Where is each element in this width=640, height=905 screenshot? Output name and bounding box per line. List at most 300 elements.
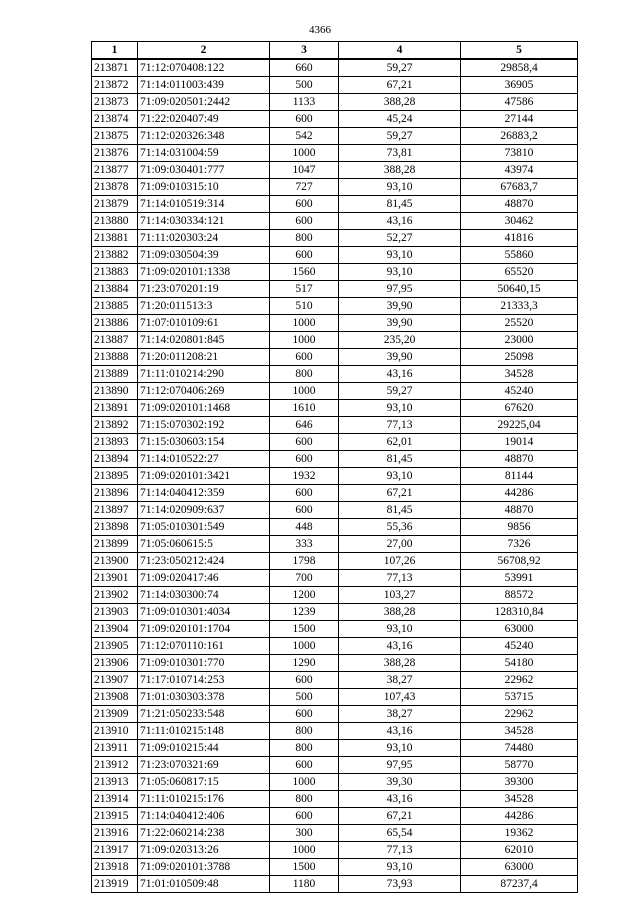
column-header-2: 2 bbox=[138, 42, 270, 60]
table-row bbox=[92, 77, 578, 94]
cadastral-number-cell: 71:09:010301:770 bbox=[138, 655, 270, 672]
table-row bbox=[92, 366, 578, 383]
cadastral-number-cell: 71:20:011513:3 bbox=[138, 298, 270, 315]
table-row bbox=[92, 383, 578, 400]
rate-cell: 235,20 bbox=[339, 332, 461, 349]
rate-cell: 81,45 bbox=[339, 502, 461, 519]
amount-cell: 67620 bbox=[461, 400, 578, 417]
row-number-cell: 213898 bbox=[92, 519, 138, 536]
area-cell: 600 bbox=[270, 808, 339, 825]
area-cell: 600 bbox=[270, 451, 339, 468]
area-cell: 800 bbox=[270, 791, 339, 808]
rate-cell: 65,54 bbox=[339, 825, 461, 842]
row-number-cell: 213900 bbox=[92, 553, 138, 570]
amount-cell: 39300 bbox=[461, 774, 578, 791]
table-row bbox=[92, 723, 578, 740]
amount-cell: 58770 bbox=[461, 757, 578, 774]
cadastral-number-cell: 71:14:030300:74 bbox=[138, 587, 270, 604]
table-row bbox=[92, 400, 578, 417]
area-cell: 1610 bbox=[270, 400, 339, 417]
table-row bbox=[92, 281, 578, 298]
cadastral-number-cell: 71:09:020101:1704 bbox=[138, 621, 270, 638]
rate-cell: 39,90 bbox=[339, 315, 461, 332]
amount-cell: 36905 bbox=[461, 77, 578, 94]
amount-cell: 53715 bbox=[461, 689, 578, 706]
amount-cell: 44286 bbox=[461, 485, 578, 502]
table-row bbox=[92, 264, 578, 281]
table-row bbox=[92, 587, 578, 604]
cadastral-number-cell: 71:09:020101:3788 bbox=[138, 859, 270, 876]
row-number-cell: 213886 bbox=[92, 315, 138, 332]
table-row bbox=[92, 672, 578, 689]
row-number-cell: 213908 bbox=[92, 689, 138, 706]
table-row bbox=[92, 570, 578, 587]
row-number-cell: 213881 bbox=[92, 230, 138, 247]
amount-cell: 26883,2 bbox=[461, 128, 578, 145]
table-row bbox=[92, 740, 578, 757]
amount-cell: 34528 bbox=[461, 791, 578, 808]
area-cell: 1932 bbox=[270, 468, 339, 485]
row-number-cell: 213889 bbox=[92, 366, 138, 383]
table-row bbox=[92, 808, 578, 825]
table-header bbox=[92, 42, 578, 60]
column-header-3: 3 bbox=[270, 42, 339, 60]
area-cell: 1798 bbox=[270, 553, 339, 570]
rate-cell: 388,28 bbox=[339, 604, 461, 621]
amount-cell: 19014 bbox=[461, 434, 578, 451]
area-cell: 1000 bbox=[270, 332, 339, 349]
amount-cell: 67683,7 bbox=[461, 179, 578, 196]
area-cell: 800 bbox=[270, 230, 339, 247]
table-row bbox=[92, 349, 578, 366]
amount-cell: 34528 bbox=[461, 366, 578, 383]
amount-cell: 27144 bbox=[461, 111, 578, 128]
cadastral-number-cell: 71:11:010214:290 bbox=[138, 366, 270, 383]
row-number-cell: 213911 bbox=[92, 740, 138, 757]
cadastral-number-cell: 71:09:010215:44 bbox=[138, 740, 270, 757]
cadastral-number-cell: 71:01:030303:378 bbox=[138, 689, 270, 706]
row-number-cell: 213878 bbox=[92, 179, 138, 196]
amount-cell: 9856 bbox=[461, 519, 578, 536]
table-row bbox=[92, 604, 578, 621]
amount-cell: 62010 bbox=[461, 842, 578, 859]
rate-cell: 39,30 bbox=[339, 774, 461, 791]
cadastral-number-cell: 71:01:010509:48 bbox=[138, 876, 270, 893]
area-cell: 600 bbox=[270, 757, 339, 774]
table-row bbox=[92, 876, 578, 893]
rate-cell: 103,27 bbox=[339, 587, 461, 604]
row-number-cell: 213893 bbox=[92, 434, 138, 451]
rate-cell: 43,16 bbox=[339, 791, 461, 808]
cadastral-number-cell: 71:14:010519:314 bbox=[138, 196, 270, 213]
cadastral-number-cell: 71:12:020326:348 bbox=[138, 128, 270, 145]
area-cell: 1047 bbox=[270, 162, 339, 179]
cadastral-number-cell: 71:11:010215:176 bbox=[138, 791, 270, 808]
amount-cell: 30462 bbox=[461, 213, 578, 230]
table-row bbox=[92, 145, 578, 162]
row-number-cell: 213896 bbox=[92, 485, 138, 502]
amount-cell: 22962 bbox=[461, 706, 578, 723]
area-cell: 300 bbox=[270, 825, 339, 842]
amount-cell: 48870 bbox=[461, 451, 578, 468]
row-number-cell: 213903 bbox=[92, 604, 138, 621]
rate-cell: 73,81 bbox=[339, 145, 461, 162]
row-number-cell: 213884 bbox=[92, 281, 138, 298]
area-cell: 500 bbox=[270, 77, 339, 94]
row-number-cell: 213882 bbox=[92, 247, 138, 264]
cadastral-number-cell: 71:05:010301:549 bbox=[138, 519, 270, 536]
column-header-1: 1 bbox=[92, 42, 138, 60]
amount-cell: 48870 bbox=[461, 502, 578, 519]
row-number-cell: 213914 bbox=[92, 791, 138, 808]
row-number-cell: 213902 bbox=[92, 587, 138, 604]
area-cell: 600 bbox=[270, 502, 339, 519]
row-number-cell: 213880 bbox=[92, 213, 138, 230]
cadastral-number-cell: 71:11:010215:148 bbox=[138, 723, 270, 740]
cadastral-number-cell: 71:09:030504:39 bbox=[138, 247, 270, 264]
row-number-cell: 213876 bbox=[92, 145, 138, 162]
rate-cell: 62,01 bbox=[339, 434, 461, 451]
row-number-cell: 213913 bbox=[92, 774, 138, 791]
rate-cell: 388,28 bbox=[339, 655, 461, 672]
area-cell: 1000 bbox=[270, 145, 339, 162]
table-row bbox=[92, 553, 578, 570]
header-row bbox=[92, 42, 578, 60]
amount-cell: 43974 bbox=[461, 162, 578, 179]
table-row bbox=[92, 502, 578, 519]
table-row bbox=[92, 689, 578, 706]
row-number-cell: 213874 bbox=[92, 111, 138, 128]
area-cell: 1560 bbox=[270, 264, 339, 281]
table-row bbox=[92, 774, 578, 791]
amount-cell: 34528 bbox=[461, 723, 578, 740]
amount-cell: 74480 bbox=[461, 740, 578, 757]
row-number-cell: 213894 bbox=[92, 451, 138, 468]
row-number-cell: 213872 bbox=[92, 77, 138, 94]
table-row bbox=[92, 230, 578, 247]
cadastral-number-cell: 71:14:020801:845 bbox=[138, 332, 270, 349]
amount-cell: 55860 bbox=[461, 247, 578, 264]
row-number-cell: 213917 bbox=[92, 842, 138, 859]
area-cell: 448 bbox=[270, 519, 339, 536]
cadastral-number-cell: 71:14:030334:121 bbox=[138, 213, 270, 230]
rate-cell: 43,16 bbox=[339, 723, 461, 740]
table-row bbox=[92, 179, 578, 196]
area-cell: 333 bbox=[270, 536, 339, 553]
row-number-cell: 213875 bbox=[92, 128, 138, 145]
table-row bbox=[92, 128, 578, 145]
rate-cell: 93,10 bbox=[339, 247, 461, 264]
area-cell: 600 bbox=[270, 706, 339, 723]
rate-cell: 59,27 bbox=[339, 128, 461, 145]
row-number-cell: 213905 bbox=[92, 638, 138, 655]
cadastral-number-cell: 71:12:070110:161 bbox=[138, 638, 270, 655]
rate-cell: 93,10 bbox=[339, 468, 461, 485]
cadastral-number-cell: 71:23:050212:424 bbox=[138, 553, 270, 570]
cadastral-number-cell: 71:23:070321:69 bbox=[138, 757, 270, 774]
area-cell: 1200 bbox=[270, 587, 339, 604]
cadastral-number-cell: 71:23:070201:19 bbox=[138, 281, 270, 298]
cadastral-number-cell: 71:12:070408:122 bbox=[138, 59, 270, 77]
table-row bbox=[92, 434, 578, 451]
row-number-cell: 213877 bbox=[92, 162, 138, 179]
cadastral-number-cell: 71:07:010109:61 bbox=[138, 315, 270, 332]
amount-cell: 7326 bbox=[461, 536, 578, 553]
rate-cell: 93,10 bbox=[339, 740, 461, 757]
cadastral-number-cell: 71:05:060615:5 bbox=[138, 536, 270, 553]
area-cell: 800 bbox=[270, 740, 339, 757]
amount-cell: 88572 bbox=[461, 587, 578, 604]
area-cell: 1180 bbox=[270, 876, 339, 893]
cadastral-number-cell: 71:09:020101:1468 bbox=[138, 400, 270, 417]
cadastral-number-cell: 71:14:011003:439 bbox=[138, 77, 270, 94]
column-header-5: 5 bbox=[461, 42, 578, 60]
table-row bbox=[92, 468, 578, 485]
page-number: 4366 bbox=[309, 24, 331, 36]
area-cell: 1239 bbox=[270, 604, 339, 621]
table-row bbox=[92, 791, 578, 808]
table-row bbox=[92, 655, 578, 672]
table-row bbox=[92, 332, 578, 349]
rate-cell: 67,21 bbox=[339, 77, 461, 94]
area-cell: 600 bbox=[270, 196, 339, 213]
amount-cell: 87237,4 bbox=[461, 876, 578, 893]
rate-cell: 93,10 bbox=[339, 621, 461, 638]
rate-cell: 52,27 bbox=[339, 230, 461, 247]
table-row bbox=[92, 196, 578, 213]
area-cell: 1000 bbox=[270, 842, 339, 859]
area-cell: 660 bbox=[270, 59, 339, 77]
cadastral-number-cell: 71:22:060214:238 bbox=[138, 825, 270, 842]
area-cell: 600 bbox=[270, 434, 339, 451]
cadastral-number-cell: 71:09:020501:2442 bbox=[138, 94, 270, 111]
row-number-cell: 213901 bbox=[92, 570, 138, 587]
row-number-cell: 213885 bbox=[92, 298, 138, 315]
column-header-4: 4 bbox=[339, 42, 461, 60]
cadastral-number-cell: 71:15:030603:154 bbox=[138, 434, 270, 451]
row-number-cell: 213887 bbox=[92, 332, 138, 349]
rate-cell: 107,26 bbox=[339, 553, 461, 570]
cadastral-number-cell: 71:11:020303:24 bbox=[138, 230, 270, 247]
table-row bbox=[92, 485, 578, 502]
row-number-cell: 213873 bbox=[92, 94, 138, 111]
row-number-cell: 213888 bbox=[92, 349, 138, 366]
amount-cell: 25098 bbox=[461, 349, 578, 366]
table-row bbox=[92, 94, 578, 111]
amount-cell: 25520 bbox=[461, 315, 578, 332]
rate-cell: 77,13 bbox=[339, 570, 461, 587]
area-cell: 600 bbox=[270, 349, 339, 366]
amount-cell: 23000 bbox=[461, 332, 578, 349]
cadastral-number-cell: 71:09:030401:777 bbox=[138, 162, 270, 179]
area-cell: 1000 bbox=[270, 638, 339, 655]
area-cell: 600 bbox=[270, 485, 339, 502]
cadastral-number-cell: 71:14:031004:59 bbox=[138, 145, 270, 162]
cadastral-number-cell: 71:12:070406:269 bbox=[138, 383, 270, 400]
amount-cell: 29225,04 bbox=[461, 417, 578, 434]
area-cell: 727 bbox=[270, 179, 339, 196]
rate-cell: 59,27 bbox=[339, 383, 461, 400]
table-row bbox=[92, 247, 578, 264]
area-cell: 510 bbox=[270, 298, 339, 315]
row-number-cell: 213883 bbox=[92, 264, 138, 281]
cadastral-number-cell: 71:09:020101:3421 bbox=[138, 468, 270, 485]
table-row bbox=[92, 451, 578, 468]
amount-cell: 63000 bbox=[461, 859, 578, 876]
cadastral-number-cell: 71:14:040412:359 bbox=[138, 485, 270, 502]
table-row bbox=[92, 315, 578, 332]
cadastral-number-cell: 71:15:070302:192 bbox=[138, 417, 270, 434]
rate-cell: 39,90 bbox=[339, 298, 461, 315]
row-number-cell: 213899 bbox=[92, 536, 138, 553]
amount-cell: 54180 bbox=[461, 655, 578, 672]
table-row bbox=[92, 859, 578, 876]
amount-cell: 73810 bbox=[461, 145, 578, 162]
rate-cell: 67,21 bbox=[339, 485, 461, 502]
rate-cell: 38,27 bbox=[339, 706, 461, 723]
rate-cell: 67,21 bbox=[339, 808, 461, 825]
rate-cell: 81,45 bbox=[339, 196, 461, 213]
amount-cell: 29858,4 bbox=[461, 59, 578, 77]
row-number-cell: 213909 bbox=[92, 706, 138, 723]
row-number-cell: 213871 bbox=[92, 59, 138, 77]
amount-cell: 19362 bbox=[461, 825, 578, 842]
rate-cell: 93,10 bbox=[339, 859, 461, 876]
cadastral-number-cell: 71:05:060817:15 bbox=[138, 774, 270, 791]
cadastral-number-cell: 71:17:010714:253 bbox=[138, 672, 270, 689]
table-row bbox=[92, 111, 578, 128]
rate-cell: 43,16 bbox=[339, 213, 461, 230]
row-number-cell: 213910 bbox=[92, 723, 138, 740]
rate-cell: 55,36 bbox=[339, 519, 461, 536]
area-cell: 600 bbox=[270, 247, 339, 264]
rate-cell: 97,95 bbox=[339, 281, 461, 298]
area-cell: 1133 bbox=[270, 94, 339, 111]
area-cell: 1290 bbox=[270, 655, 339, 672]
area-cell: 800 bbox=[270, 366, 339, 383]
amount-cell: 47586 bbox=[461, 94, 578, 111]
row-number-cell: 213904 bbox=[92, 621, 138, 638]
table-row bbox=[92, 536, 578, 553]
row-number-cell: 213915 bbox=[92, 808, 138, 825]
row-number-cell: 213907 bbox=[92, 672, 138, 689]
row-number-cell: 213918 bbox=[92, 859, 138, 876]
cadastral-number-cell: 71:14:040412:406 bbox=[138, 808, 270, 825]
row-number-cell: 213897 bbox=[92, 502, 138, 519]
amount-cell: 45240 bbox=[461, 638, 578, 655]
row-number-cell: 213906 bbox=[92, 655, 138, 672]
table-row bbox=[92, 825, 578, 842]
row-number-cell: 213895 bbox=[92, 468, 138, 485]
rate-cell: 81,45 bbox=[339, 451, 461, 468]
amount-cell: 63000 bbox=[461, 621, 578, 638]
amount-cell: 41816 bbox=[461, 230, 578, 247]
amount-cell: 22962 bbox=[461, 672, 578, 689]
area-cell: 517 bbox=[270, 281, 339, 298]
rate-cell: 388,28 bbox=[339, 162, 461, 179]
table-row bbox=[92, 706, 578, 723]
area-cell: 600 bbox=[270, 111, 339, 128]
area-cell: 600 bbox=[270, 672, 339, 689]
table-body bbox=[92, 59, 578, 893]
cadastral-number-cell: 71:09:010301:4034 bbox=[138, 604, 270, 621]
amount-cell: 44286 bbox=[461, 808, 578, 825]
table-row bbox=[92, 417, 578, 434]
cadastral-number-cell: 71:09:020313:26 bbox=[138, 842, 270, 859]
table-row bbox=[92, 842, 578, 859]
table-row bbox=[92, 621, 578, 638]
row-number-cell: 213892 bbox=[92, 417, 138, 434]
area-cell: 600 bbox=[270, 213, 339, 230]
rate-cell: 77,13 bbox=[339, 842, 461, 859]
rate-cell: 27,00 bbox=[339, 536, 461, 553]
area-cell: 500 bbox=[270, 689, 339, 706]
rate-cell: 97,95 bbox=[339, 757, 461, 774]
table-row bbox=[92, 519, 578, 536]
amount-cell: 81144 bbox=[461, 468, 578, 485]
rate-cell: 73,93 bbox=[339, 876, 461, 893]
table-row bbox=[92, 213, 578, 230]
cadastral-number-cell: 71:09:020101:1338 bbox=[138, 264, 270, 281]
cadastral-number-cell: 71:20:011208:21 bbox=[138, 349, 270, 366]
table-row bbox=[92, 638, 578, 655]
area-cell: 700 bbox=[270, 570, 339, 587]
rate-cell: 43,16 bbox=[339, 638, 461, 655]
row-number-cell: 213890 bbox=[92, 383, 138, 400]
amount-cell: 65520 bbox=[461, 264, 578, 281]
amount-cell: 56708,92 bbox=[461, 553, 578, 570]
amount-cell: 53991 bbox=[461, 570, 578, 587]
amount-cell: 50640,15 bbox=[461, 281, 578, 298]
data-table bbox=[91, 41, 578, 893]
rate-cell: 59,27 bbox=[339, 59, 461, 77]
row-number-cell: 213916 bbox=[92, 825, 138, 842]
cadastral-number-cell: 71:14:020909:637 bbox=[138, 502, 270, 519]
area-cell: 646 bbox=[270, 417, 339, 434]
rate-cell: 45,24 bbox=[339, 111, 461, 128]
amount-cell: 128310,84 bbox=[461, 604, 578, 621]
area-cell: 1500 bbox=[270, 859, 339, 876]
cadastral-number-cell: 71:09:010315:10 bbox=[138, 179, 270, 196]
area-cell: 1000 bbox=[270, 774, 339, 791]
area-cell: 800 bbox=[270, 723, 339, 740]
amount-cell: 21333,3 bbox=[461, 298, 578, 315]
area-cell: 1000 bbox=[270, 383, 339, 400]
cadastral-number-cell: 71:14:010522:27 bbox=[138, 451, 270, 468]
row-number-cell: 213912 bbox=[92, 757, 138, 774]
rate-cell: 43,16 bbox=[339, 366, 461, 383]
rate-cell: 93,10 bbox=[339, 264, 461, 281]
rate-cell: 93,10 bbox=[339, 400, 461, 417]
table-row bbox=[92, 298, 578, 315]
amount-cell: 45240 bbox=[461, 383, 578, 400]
area-cell: 1000 bbox=[270, 315, 339, 332]
cadastral-number-cell: 71:22:020407:49 bbox=[138, 111, 270, 128]
rate-cell: 107,43 bbox=[339, 689, 461, 706]
row-number-cell: 213879 bbox=[92, 196, 138, 213]
rate-cell: 77,13 bbox=[339, 417, 461, 434]
area-cell: 1500 bbox=[270, 621, 339, 638]
rate-cell: 39,90 bbox=[339, 349, 461, 366]
table-row bbox=[92, 59, 578, 77]
cadastral-number-cell: 71:21:050233:548 bbox=[138, 706, 270, 723]
row-number-cell: 213919 bbox=[92, 876, 138, 893]
area-cell: 542 bbox=[270, 128, 339, 145]
rate-cell: 388,28 bbox=[339, 94, 461, 111]
rate-cell: 38,27 bbox=[339, 672, 461, 689]
row-number-cell: 213891 bbox=[92, 400, 138, 417]
table-row bbox=[92, 757, 578, 774]
